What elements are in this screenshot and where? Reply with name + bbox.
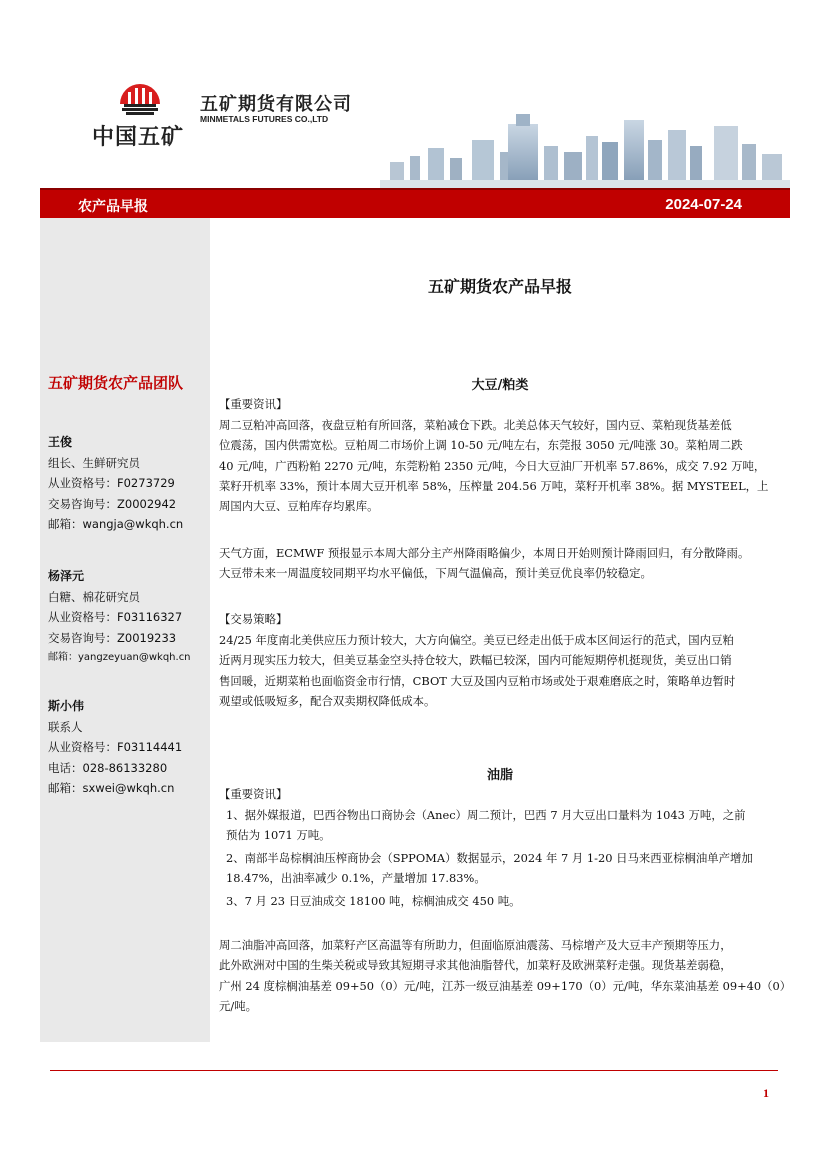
page-number: 1 xyxy=(763,1086,769,1100)
soy-weather-paragraph xyxy=(219,543,785,584)
company-name-en: MINMETALS FUTURES CO.,LTD xyxy=(200,114,329,124)
text-line: 此外欧洲对中国的生柴关税或导致其短期寻求其他油脂替代，加菜籽及欧洲菜籽走强。现货基差弱稳， xyxy=(219,958,732,973)
strategy-tag: 【交易策略】 xyxy=(219,612,288,626)
list-item xyxy=(226,891,786,911)
analyst-trade-id: 交易咨询号：Z0002942 xyxy=(48,496,177,511)
report-type: 农产品早报 xyxy=(78,199,148,215)
analyst-phone: 电话：028-86133280 xyxy=(48,760,168,775)
section-title-oil: 油脂 xyxy=(486,768,513,783)
analyst-card xyxy=(48,566,191,669)
analyst-email[interactable]: 邮箱：yangzeyuan@wkqh.cn xyxy=(48,652,191,663)
analyst-qualification: 从业资格号：F0273729 xyxy=(48,476,175,490)
analyst-card xyxy=(48,696,182,799)
team-title: 五矿期货农产品团队 xyxy=(48,374,184,392)
text-line: 周国内大豆、豆粕库存均累库。 xyxy=(219,499,379,514)
text-line: 预估为 1071 万吨。 xyxy=(226,828,331,843)
sidebar xyxy=(40,218,210,1042)
text-line: 观望或低吸短多，配合双卖期权降低成本。 xyxy=(219,693,436,708)
list-item xyxy=(226,848,786,889)
analyst-role: 联系人 xyxy=(48,719,83,734)
company-logo xyxy=(90,72,390,152)
logo-text: 中国五矿 xyxy=(92,125,185,150)
oil-summary-paragraph xyxy=(219,935,792,1016)
text-line: 广州 24 度棕榈油基差 09+50（0）元/吨，江苏一级豆油基差 09+170（0）元/吨，华东菜油基差 09+40（0） xyxy=(219,978,792,993)
text-line: 菜籽开机率 33%，预计本周大豆开机率 58%，压榨量 204.56 万吨，菜籽开机率 38%。据 MYSTEEL，上 xyxy=(219,478,769,493)
section-title-soy: 大豆/粕类 xyxy=(471,378,529,393)
analyst-email[interactable]: 邮箱：sxwei@wkqh.cn xyxy=(48,781,175,795)
analyst-name: 斯小伟 xyxy=(48,699,85,713)
text-line: 18.47%，出油率减少 0.1%，产量增加 17.83%。 xyxy=(226,871,486,886)
news-tag: 【重要资讯】 xyxy=(219,397,288,411)
text-line: 2、南部半岛棕榈油压榨商协会（SPPOMA）数据显示，2024 年 7 月 1-20 日马来西亚棕榈油单产增加 xyxy=(226,851,753,865)
text-line: 元/吨。 xyxy=(219,998,258,1013)
analyst-trade-id: 交易咨询号：Z0019233 xyxy=(48,630,177,645)
text-line: 40 元/吨，广西粉粕 2270 元/吨，东莞粉粕 2350 元/吨，今日大豆油厂开机率 57.86%，成交 7.92 万吨， xyxy=(219,458,766,473)
text-line: 大豆带未来一周温度较同期平均水平偏低，下周气温偏高，预计美豆优良率仍较稳定。 xyxy=(219,566,652,581)
analyst-qualification: 从业资格号：F03114441 xyxy=(48,740,183,754)
analyst-qualification: 从业资格号：F03116327 xyxy=(48,610,183,624)
text-line: 近两月现实压力较大，但美豆基金空头持仓较大，跌幅已较深，国内可能短期停机挺现货，美豆出口销 xyxy=(219,653,732,668)
minmetals-emblem-icon xyxy=(114,74,166,122)
report-date: 2024-07-24 xyxy=(665,196,742,213)
text-line: 位震荡，国内供需宽松。豆粕周二市场价上调 10-50 元/吨左右，东莞报 3050 元/吨涨 30。菜粕周二跌 xyxy=(219,438,743,453)
analyst-card xyxy=(48,432,183,535)
footer-divider xyxy=(50,1070,778,1071)
text-line: 3、7 月 23 日豆油成交 18100 吨，棕榈油成交 450 吨。 xyxy=(226,894,521,908)
city-skyline-image xyxy=(380,100,790,188)
list-item xyxy=(226,805,786,846)
analyst-role: 组长、生鲜研究员 xyxy=(48,455,140,470)
analyst-role: 白糖、棉花研究员 xyxy=(48,589,140,604)
text-line: 周二油脂冲高回落，加菜籽产区高温等有所助力，但面临原油震荡、马棕增产及大豆丰产预期等压力， xyxy=(219,938,732,952)
text-line: 售回暖，近期菜粕也面临资金市行情，CBOT 大豆及国内豆粕市场或处于艰难磨底之时，策略单边暂时 xyxy=(219,673,736,688)
report-title: 五矿期货农产品早报 xyxy=(427,277,572,296)
text-line: 24/25 年度南北美供应压力预计较大，大方向偏空。美豆已经走出低于成本区间运行的范式，国内豆粕 xyxy=(219,633,734,647)
soy-strategy-paragraph xyxy=(219,630,785,711)
soy-news-paragraph xyxy=(219,415,785,516)
analyst-name: 杨泽元 xyxy=(48,569,85,583)
company-name-cn: 五矿期货有限公司 xyxy=(200,94,352,115)
analyst-name: 王俊 xyxy=(48,435,73,449)
analyst-email[interactable]: 邮箱：wangja@wkqh.cn xyxy=(48,517,184,531)
text-line: 天气方面，ECMWF 预报显示本周大部分主产州降雨略偏少，本周日开始则预计降雨回归，有分散降雨。 xyxy=(219,546,750,560)
text-line: 1、据外媒报道，巴西谷物出口商协会（Anec）周二预计，巴西 7 月大豆出口量料为 1043 万吨，之前 xyxy=(226,808,746,822)
news-tag: 【重要资讯】 xyxy=(219,787,288,801)
text-line: 周二豆粕冲高回落，夜盘豆粕有所回落，菜粕减仓下跌。北美总体天气较好，国内豆、菜粕现货基差低 xyxy=(219,418,732,432)
